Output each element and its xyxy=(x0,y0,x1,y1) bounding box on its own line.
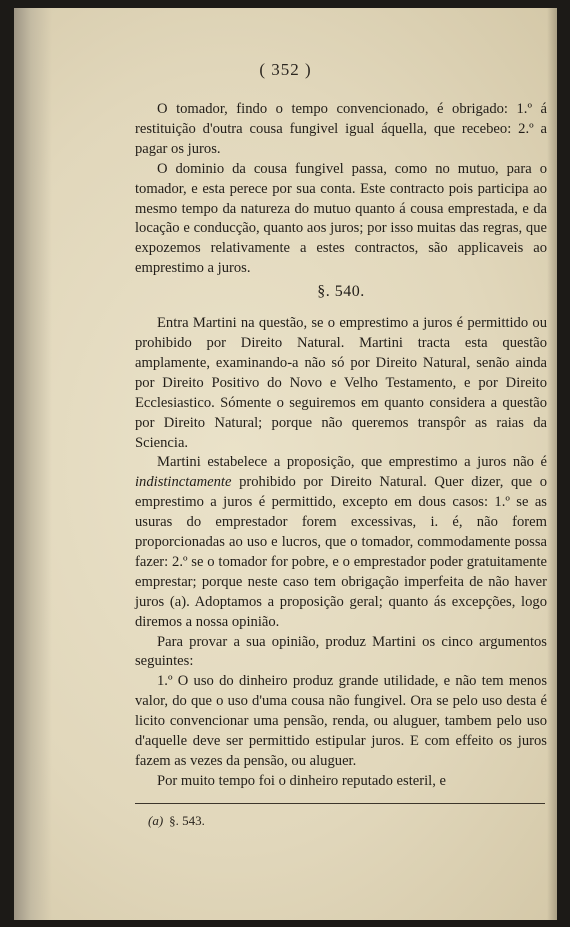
binding-gutter xyxy=(14,8,52,920)
paragraph-dinheiro-esteril: Por muito tempo foi o dinheiro reputado esteril, e xyxy=(157,772,446,789)
paragraph-martini-proposition xyxy=(135,453,547,632)
footnote-mark: (a) xyxy=(148,813,164,828)
footnote xyxy=(148,813,205,829)
paragraph-martini-question: Entra Martini na questão, se o emprestimo a juros é permittido ou prohibido por Direito Natural. Martini tracta esta questão amplamente, examinando-a não só por Direito Natural, senão ainda por Direito Positivo do Novo e Velho Testamento, e por Direito Ecclesiastico. Sómente o seguiremos em quanto considera a questão por Direito Natural; porque não queremos transpôr as raias da Sciencia. xyxy=(135,315,547,451)
body-text xyxy=(135,100,547,792)
proposition-text-end: prohibido por Direito Natural. Quer dizer, que o emprestimo a juros é permittido, excepto em dous casos: 1.º se as usuras do emprestador forem excessivas, i. é, não forem proporcionadas ao uso e lucros, que o tomador, commodamente possa fazer: 2.º se o tomador for pobre, e o emprestador poder gratuitamente emprestar; porque neste caso tem obrigação imperfeita de não haver juros (a). Adoptamos a proposição geral; quanto ás excepções, logo diremos a nossa opinião. xyxy=(135,474,547,630)
footnote-rule xyxy=(135,803,545,804)
page-edge-shadow xyxy=(547,8,557,920)
proposition-text-start: Martini estabelece a proposição, que emprestimo a juros não é xyxy=(157,454,547,471)
footnote-text: §. 543. xyxy=(169,813,205,828)
proposition-italic-word: indistinctamente xyxy=(135,474,232,491)
paragraph-tomador: O tomador, findo o tempo convencionado, é obrigado: 1.º á restituição d'outra cousa fungivel igual áquella, que recebeo: 2.º a pagar os juros. xyxy=(135,101,547,157)
page-number: ( 352 ) xyxy=(259,60,312,79)
book-page xyxy=(14,8,557,920)
paragraph-arguments-intro: Para provar a sua opinião, produz Martini os cinco argumentos seguintes: xyxy=(135,633,547,670)
paragraph-argument-1: 1.º O uso do dinheiro produz grande utilidade, e não tem menos valor, do que o uso d'uma cousa não fungivel. Ora se pelo uso desta é licito convencionar uma pensão, renda, ou aluguer, tambem pelo uso d'aquelle deve ser permittido estipular juros. E com effeito os juros fazem as vezes da pensão, ou aluguer. xyxy=(135,673,547,769)
section-heading: §. 540. xyxy=(317,283,365,301)
paragraph-dominio: O dominio da cousa fungivel passa, como no mutuo, para o tomador, e esta perece por sua conta. Este contracto pois participa ao mesmo tempo da natureza do mutuo quanto á cousa emprestada, e da locação e conducção, quanto aos juros; por isso muitas das regras, que expozemos relativamente a estes contractos, são applicaveis ao emprestimo a juros. xyxy=(135,160,547,277)
